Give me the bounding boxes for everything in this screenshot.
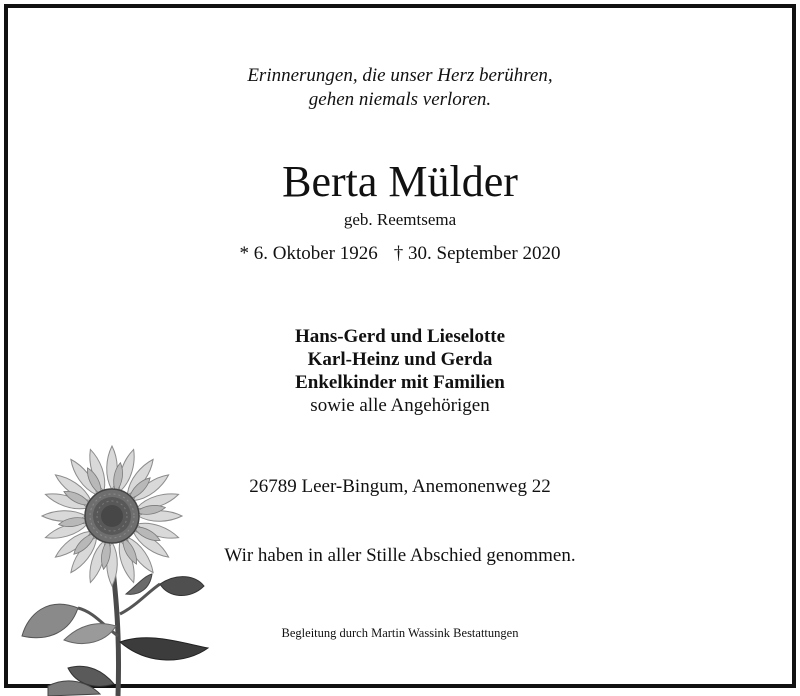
life-dates	[8, 242, 792, 266]
birth-name: geb. Reemtsema	[343, 210, 457, 229]
farewell-note: Wir haben in aller Stille Abschied genommen.	[224, 545, 576, 566]
sunflower-icon	[8, 436, 218, 696]
obituary-card	[4, 4, 796, 688]
quote-line-2: gehen niemals verloren.	[308, 89, 492, 110]
quote-line-1: Erinnerungen, die unser Herz berühren,	[247, 65, 553, 86]
memorial-quote	[8, 64, 792, 112]
deceased-name: Berta Mülder	[282, 157, 518, 206]
birth-date: * 6. Oktober 1926	[239, 243, 378, 264]
mourner-line: Enkelkinder mit Familien	[295, 372, 505, 393]
relatives-line: sowie alle Angehörigen	[310, 395, 490, 416]
family-address: 26789 Leer-Bingum, Anemonenweg 22	[249, 476, 551, 497]
mourners-list	[8, 325, 792, 417]
death-date: † 30. September 2020	[393, 243, 561, 264]
mourner-line: Hans-Gerd und Lieselotte	[294, 326, 506, 347]
undertaker-credit: Begleitung durch Martin Wassink Bestattungen	[281, 626, 519, 640]
mourner-line: Karl-Heinz und Gerda	[307, 349, 493, 370]
